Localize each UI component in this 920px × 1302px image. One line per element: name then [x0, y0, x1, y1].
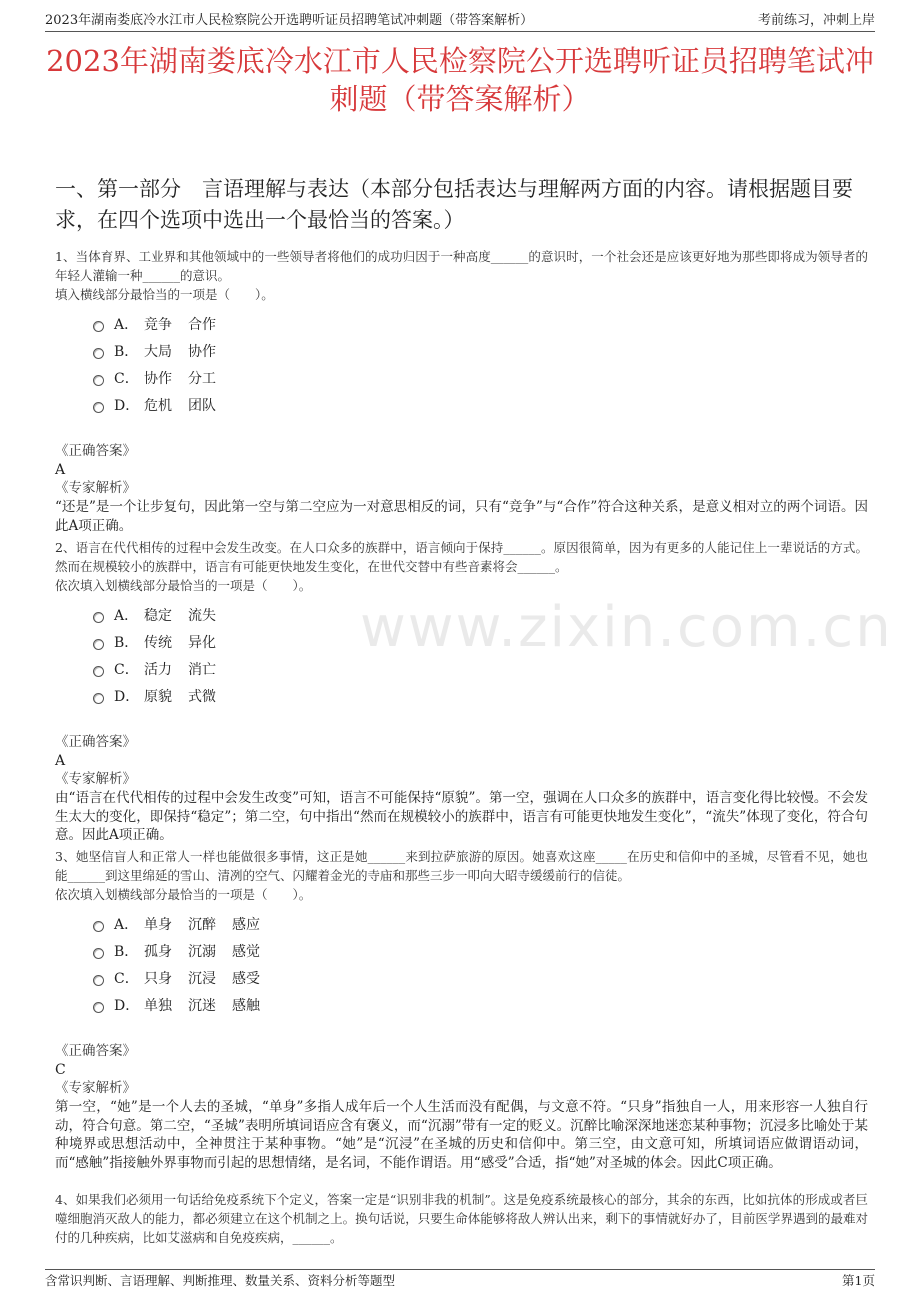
radio-icon[interactable]	[93, 948, 104, 959]
header-doc-title: 2023年湖南娄底冷水江市人民检察院公开选聘听证员招聘笔试冲刺题（带答案解析）	[45, 13, 534, 28]
option-word: 活力	[144, 661, 172, 678]
option-word: 感触	[232, 997, 260, 1014]
radio-icon[interactable]	[93, 375, 104, 386]
page-footer	[45, 1269, 875, 1289]
option-letter: C．	[114, 661, 139, 678]
question-prompt: 依次填入划横线部分最恰当的一项是（ ）。	[55, 578, 312, 593]
radio-icon[interactable]	[93, 402, 104, 413]
option-word: 协作	[188, 343, 216, 360]
question-stem: 2、语言在代代相传的过程中会发生改变。在人口众多的族群中，语言倾向于保持______。原因很简单，因为有更多的人能记住上一辈说话的方式。然而在规模较小的族群中，语言有可能更快地发生变化，在世代交替中有些音素将会______。	[55, 540, 868, 574]
question-1	[55, 247, 868, 535]
expert-analysis-text: 第一空，“她”是一个人去的圣城，“单身”多指人成年后一个人生活而没有配偶，与文意不符。“只身”指独自一人，用来形容一人独自行动，符合句意。第二空，“圣城”表明所填词语应含有褒义，而“沉溺”带有一定的贬义。沉醉比喻深深地迷恋某种事物；沉浸多比喻处于某种境界或思想活动中，全神贯注于某种事物。“她”是“沉浸”在圣城的历史和信仰中。第三空，由文意可知，所填词语应做谓语动词，而“感触”指接触外界事物而引起的思想情绪，是名词，不能作谓语。用“感受”合适，指“她”对圣城的体会。因此C项正确。	[55, 1099, 868, 1171]
option-word: 感应	[232, 916, 260, 933]
option-list	[93, 910, 868, 1018]
option-word: 单独	[144, 997, 172, 1014]
footer-topics: 含常识判断、言语理解、判断推理、数量关系、资料分析等题型	[45, 1273, 396, 1288]
option-d[interactable]	[93, 991, 868, 1018]
option-word: 流失	[188, 607, 216, 624]
option-letter: D．	[114, 397, 140, 414]
option-word: 异化	[188, 634, 216, 651]
option-list	[93, 601, 868, 709]
header-slogan: 考前练习，冲刺上岸	[757, 13, 875, 28]
option-a[interactable]	[93, 310, 868, 337]
question-prompt: 填入横线部分最恰当的一项是（ ）。	[55, 287, 274, 302]
correct-answer-label: 《正确答案》	[55, 443, 136, 459]
correct-answer-label: 《正确答案》	[55, 734, 136, 750]
option-c[interactable]	[93, 364, 868, 391]
question-stem: 1、当体育界、工业界和其他领域中的一些领导者将他们的成功归因于一种高度______的意识时，一个社会还是应该更好地为那些即将成为领导者的年轻人灌输一种______的意识。	[55, 249, 868, 283]
option-letter: D．	[114, 997, 140, 1014]
correct-answer-value: A	[55, 753, 66, 769]
option-word: 沉醉	[188, 916, 216, 933]
question-2	[55, 538, 868, 845]
option-letter: A．	[114, 316, 139, 333]
expert-analysis-label: 《专家解析》	[55, 480, 136, 496]
option-c[interactable]	[93, 655, 868, 682]
question-stem: 4、如果我们必须用一句话给免疫系统下个定义，答案一定是“识别非我的机制”。这是免疫系统最核心的部分，其余的东西，比如抗体的形成或者巨噬细胞消灭敌人的能力，都必须建立在这个机制之上。换句话说，只要生命体能够将敌人辨认出来，剩下的事情就好办了，目前医学界遇到的最难对付的几种疾病，比如艾滋病和自免疫疾病，______。	[55, 1192, 868, 1245]
watermark: www.zixin.com.cn	[360, 595, 893, 660]
option-b[interactable]	[93, 937, 868, 964]
option-word: 团队	[188, 397, 216, 414]
option-a[interactable]	[93, 910, 868, 937]
option-word: 稳定	[144, 607, 172, 624]
option-d[interactable]	[93, 391, 868, 418]
expert-analysis-label: 《专家解析》	[55, 771, 136, 787]
option-word: 沉浸	[188, 970, 216, 987]
option-letter: B．	[114, 634, 139, 651]
correct-answer-value: C	[55, 1062, 66, 1078]
option-word: 单身	[144, 916, 172, 933]
option-word: 协作	[144, 370, 172, 387]
option-word: 式微	[188, 688, 216, 705]
expert-analysis-label: 《专家解析》	[55, 1080, 136, 1096]
option-list	[93, 310, 868, 418]
option-d[interactable]	[93, 682, 868, 709]
radio-icon[interactable]	[93, 321, 104, 332]
radio-icon[interactable]	[93, 348, 104, 359]
option-word: 感受	[232, 970, 260, 987]
option-letter: B．	[114, 343, 139, 360]
option-letter: C．	[114, 970, 139, 987]
expert-analysis-text: “还是”是一个让步复句，因此第一空与第二空应为一对意思相反的词，只有“竞争”与“合作”符合这种关系，是意义相对立的两个词语。因此A项正确。	[55, 499, 868, 534]
option-word: 沉迷	[188, 997, 216, 1014]
question-stem: 3、她坚信盲人和正常人一样也能做很多事情，这正是她______来到拉萨旅游的原因。她喜欢这座_____在历史和信仰中的圣城，尽管看不见，她也能______到这里绵延的雪山、清冽的空气、闪耀着金光的寺庙和那些三步一叩向大昭寺缓缓前行的信徒。	[55, 849, 868, 883]
question-prompt: 依次填入划横线部分最恰当的一项是（ ）。	[55, 887, 312, 902]
radio-icon[interactable]	[93, 666, 104, 677]
option-word: 原貌	[144, 688, 172, 705]
question-3	[55, 847, 868, 1172]
expert-analysis-text: 由“语言在代代相传的过程中会发生改变”可知，语言不可能保持“原貌”。第一空，强调在人口众多的族群中，语言变化得比较慢。不会发生太大的变化，即保持“稳定”；第二空，句中指出“然而在规模较小的族群中，语言有可能更快地发生变化”，“流失”体现了变化，符合句意。因此A项正确。	[55, 790, 868, 843]
option-word: 合作	[188, 316, 216, 333]
option-word: 大局	[144, 343, 172, 360]
option-word: 分工	[188, 370, 216, 387]
option-word: 传统	[144, 634, 172, 651]
page-header	[45, 12, 875, 32]
option-word: 危机	[144, 397, 172, 414]
page-number: 第1页	[842, 1273, 875, 1288]
option-a[interactable]	[93, 601, 868, 628]
option-letter: A．	[114, 607, 139, 624]
radio-icon[interactable]	[93, 693, 104, 704]
correct-answer-label: 《正确答案》	[55, 1043, 136, 1059]
option-letter: D．	[114, 688, 140, 705]
radio-icon[interactable]	[93, 921, 104, 932]
question-4	[55, 1190, 868, 1247]
correct-answer-value: A	[55, 462, 66, 478]
option-b[interactable]	[93, 337, 868, 364]
option-letter: C．	[114, 370, 139, 387]
radio-icon[interactable]	[93, 612, 104, 623]
radio-icon[interactable]	[93, 1002, 104, 1013]
option-letter: B．	[114, 943, 139, 960]
section-heading: 一、第一部分 言语理解与表达（本部分包括表达与理解两方面的内容。请根据题目要求，在四个选项中选出一个最恰当的答案。）	[55, 177, 853, 232]
option-letter: A．	[114, 916, 139, 933]
radio-icon[interactable]	[93, 639, 104, 650]
option-word: 感觉	[232, 943, 260, 960]
option-word: 只身	[144, 970, 172, 987]
option-b[interactable]	[93, 628, 868, 655]
option-c[interactable]	[93, 964, 868, 991]
option-word: 孤身	[144, 943, 172, 960]
radio-icon[interactable]	[93, 975, 104, 986]
option-word: 竞争	[144, 316, 172, 333]
option-word: 消亡	[188, 661, 216, 678]
page-title: 2023年湖南娄底冷水江市人民检察院公开选聘听证员招聘笔试冲刺题（带答案解析）	[46, 44, 874, 116]
option-word: 沉溺	[188, 943, 216, 960]
